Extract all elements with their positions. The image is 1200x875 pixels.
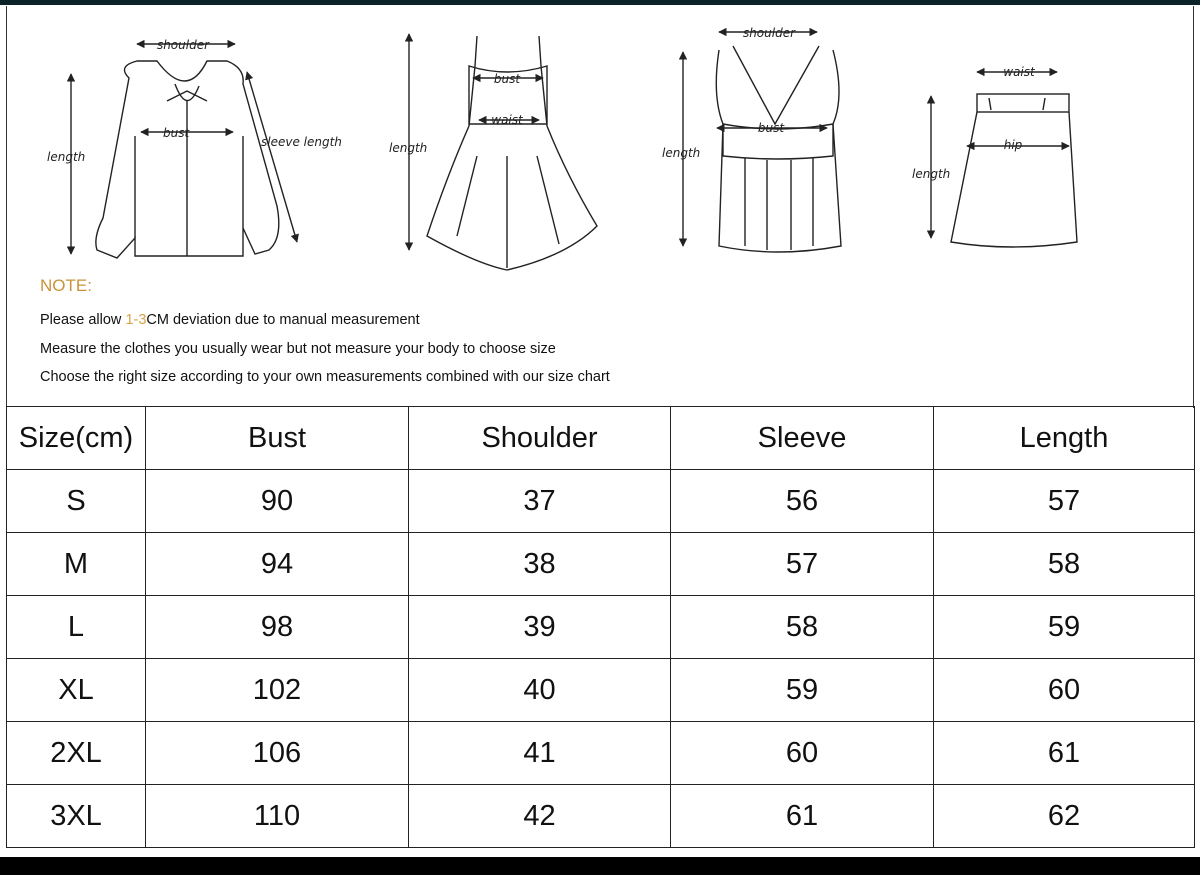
cell-size: S bbox=[7, 470, 146, 533]
cell-size: XL bbox=[7, 659, 146, 722]
blouse-bust-label: bust bbox=[163, 126, 190, 140]
cell-bust: 102 bbox=[146, 659, 409, 722]
blouse-sleeve-label: sleeve length bbox=[261, 135, 342, 149]
skirt-illustration bbox=[951, 94, 1077, 247]
tank-bust-label: bust bbox=[757, 121, 785, 135]
garment-illustrations bbox=[7, 6, 1193, 276]
cell-length: 60 bbox=[934, 659, 1195, 722]
table-row bbox=[7, 722, 1195, 785]
header-shoulder: Shoulder bbox=[409, 407, 671, 470]
cell-size: 3XL bbox=[7, 785, 146, 848]
table-row bbox=[7, 659, 1195, 722]
note-line-deviation bbox=[40, 312, 420, 328]
note-line-measure: Measure the clothes you usually wear but not measure your body to choose size bbox=[40, 341, 556, 357]
tank-illustration bbox=[716, 46, 841, 252]
cell-shoulder: 41 bbox=[409, 722, 671, 785]
top-border bbox=[0, 0, 1200, 5]
cell-sleeve: 61 bbox=[671, 785, 934, 848]
table-row bbox=[7, 470, 1195, 533]
cell-bust: 110 bbox=[146, 785, 409, 848]
cell-bust: 106 bbox=[146, 722, 409, 785]
cell-sleeve: 56 bbox=[671, 470, 934, 533]
cell-sleeve: 58 bbox=[671, 596, 934, 659]
header-size: Size(cm) bbox=[7, 407, 146, 470]
cell-shoulder: 40 bbox=[409, 659, 671, 722]
skirt-length-label: length bbox=[912, 167, 951, 181]
cell-length: 59 bbox=[934, 596, 1195, 659]
skirt-waist-label: waist bbox=[1003, 65, 1035, 79]
header-sleeve: Sleeve bbox=[671, 407, 934, 470]
cell-sleeve: 59 bbox=[671, 659, 934, 722]
table-row bbox=[7, 596, 1195, 659]
note-line-choose: Choose the right size according to your own measurements combined with our size chart bbox=[40, 369, 610, 385]
cell-shoulder: 38 bbox=[409, 533, 671, 596]
cell-length: 61 bbox=[934, 722, 1195, 785]
blouse-shoulder-label: shoulder bbox=[156, 38, 210, 52]
cell-sleeve: 60 bbox=[671, 722, 934, 785]
cell-length: 57 bbox=[934, 470, 1195, 533]
cell-size: 2XL bbox=[7, 722, 146, 785]
cell-length: 58 bbox=[934, 533, 1195, 596]
cell-shoulder: 39 bbox=[409, 596, 671, 659]
cell-size: M bbox=[7, 533, 146, 596]
table-row bbox=[7, 533, 1195, 596]
blouse-illustration bbox=[96, 61, 279, 258]
dress-length-label: length bbox=[389, 141, 428, 155]
cell-sleeve: 57 bbox=[671, 533, 934, 596]
table-row bbox=[7, 785, 1195, 848]
tank-shoulder-label: shoulder bbox=[742, 26, 796, 40]
cell-size: L bbox=[7, 596, 146, 659]
blouse-length-label: length bbox=[47, 150, 86, 164]
note-line1-highlight: 1-3 bbox=[125, 312, 147, 328]
bottom-border bbox=[0, 857, 1200, 875]
tank-length-label: length bbox=[662, 146, 701, 160]
skirt-hip-label: hip bbox=[1003, 138, 1023, 152]
cell-bust: 94 bbox=[146, 533, 409, 596]
cell-bust: 90 bbox=[146, 470, 409, 533]
cell-bust: 98 bbox=[146, 596, 409, 659]
header-length: Length bbox=[934, 407, 1195, 470]
note-line1-prefix: Please allow bbox=[40, 312, 126, 328]
table-header-row bbox=[7, 407, 1195, 470]
size-chart-table bbox=[6, 406, 1195, 848]
header-bust: Bust bbox=[146, 407, 409, 470]
cell-shoulder: 37 bbox=[409, 470, 671, 533]
dress-bust-label: bust bbox=[493, 72, 521, 86]
cell-length: 62 bbox=[934, 785, 1195, 848]
note-title: NOTE: bbox=[40, 276, 92, 295]
cell-shoulder: 42 bbox=[409, 785, 671, 848]
dress-waist-label: waist bbox=[491, 113, 523, 127]
note-line1-suffix: CM deviation due to manual measurement bbox=[146, 312, 420, 328]
